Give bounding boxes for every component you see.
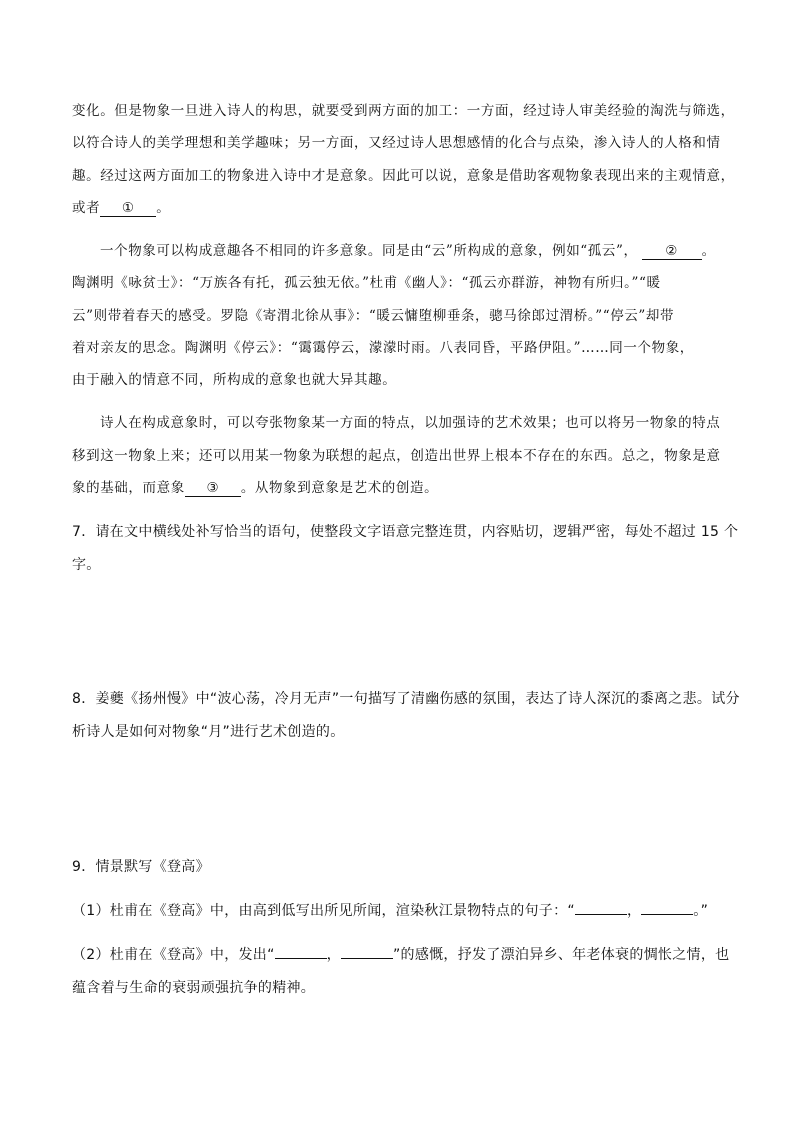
answer-blank[interactable] — [341, 958, 393, 959]
question-7-text: 7．请在文中横线处补写恰当的语句，使整段文字语意完整连贯，内容贴切，逻辑严密，每处不超过 15 个 — [72, 524, 739, 540]
passage-text: 。 — [701, 243, 716, 259]
fill-blank-2[interactable]: ② — [642, 243, 702, 260]
passage-line — [72, 199, 170, 217]
passage-line: 趣。经过这两方面加工的物象进入诗中才是意象。因此可以说，意象是借助客观物象表现出来的主观情意， — [72, 168, 735, 184]
passage-line: 着对亲友的思念。陶渊明《停云》：“霭霭停云，濛濛时雨。八表同昏，平路伊阻。”……同一个物象， — [72, 340, 694, 356]
passage-text: 象的基础，而意象 — [72, 480, 185, 496]
passage-text: 。从物象到意象是艺术的创造。 — [240, 480, 439, 496]
fill-blank-3[interactable]: ③ — [185, 480, 241, 497]
question-text: ， — [626, 903, 642, 919]
passage-line: 变化。但是物象一旦进入诗人的构思，就要受到两方面的加工：一方面，经过诗人审美经验的淘洗与筛选， — [72, 103, 735, 119]
question-7-text: 字。 — [72, 557, 101, 573]
passage-line — [72, 479, 438, 497]
question-9-title: 9．情景默写《登高》 — [72, 859, 210, 875]
passage-text: 。 — [156, 200, 171, 216]
passage-text: 或者 — [72, 200, 101, 216]
question-9-item-2-continued: 蕴含着与生命的衰弱顽强抗争的精神。 — [72, 980, 316, 996]
question-9-item-2 — [72, 946, 729, 964]
question-9-item-1 — [72, 902, 708, 920]
passage-line: 以符合诗人的美学理想和美学趣味；另一方面，又经过诗人思想感情的化合与点染，渗入诗人的人格和情 — [72, 135, 721, 151]
question-8-text: 析诗人是如何对物象“月”进行艺术创造的。 — [72, 724, 345, 740]
answer-blank[interactable] — [575, 914, 627, 915]
question-text: ”的感慨，抒发了漂泊异乡、年老体衰的惆怅之情，也 — [392, 947, 730, 963]
passage-line: 由于融入的情意不同，所构成的意象也就大异其趣。 — [72, 372, 397, 388]
passage-line: 诗人在构成意象时，可以夸张物象某一方面的特点，以加强诗的艺术效果；也可以将另一物象的特点 — [100, 415, 721, 431]
question-8-text: 8．姜夔《扬州慢》中“波心荡，冷月无声”一句描写了清幽伤感的氛围，表达了诗人深沉的黍离之悲。试分 — [72, 691, 740, 707]
question-text: （1）杜甫在《登高》中，由高到低写出所见所闻，渲染秋江景物特点的句子：“ — [72, 903, 575, 919]
passage-text: 一个物象可以构成意趣各不相同的许多意象。同是由“云”所构成的意象，例如“孤云”， — [100, 243, 638, 259]
passage-line: 云”则带着春天的感受。罗隐《寄渭北徐从事》：“暖云慵堕柳垂条，骢马徐郎过渭桥。”“停云”却带 — [72, 308, 675, 324]
fill-blank-1[interactable]: ① — [100, 200, 156, 217]
question-text: ， — [326, 947, 341, 963]
question-text: （2）杜甫在《登高》中，发出“ — [72, 947, 275, 963]
passage-line: 移到这一物象上来；还可以用某一物象为联想的起点，创造出世界上根本不存在的东西。总之，物象是意 — [72, 448, 721, 464]
passage-line: 陶渊明《咏贫士》：“万族各有托，孤云独无依。”杜甫《幽人》：“孤云亦群游，神物有所归。”“暖 — [72, 275, 661, 291]
answer-blank[interactable] — [641, 914, 693, 915]
question-text: 。” — [693, 903, 709, 919]
answer-blank[interactable] — [275, 958, 327, 959]
passage-line — [100, 242, 716, 260]
